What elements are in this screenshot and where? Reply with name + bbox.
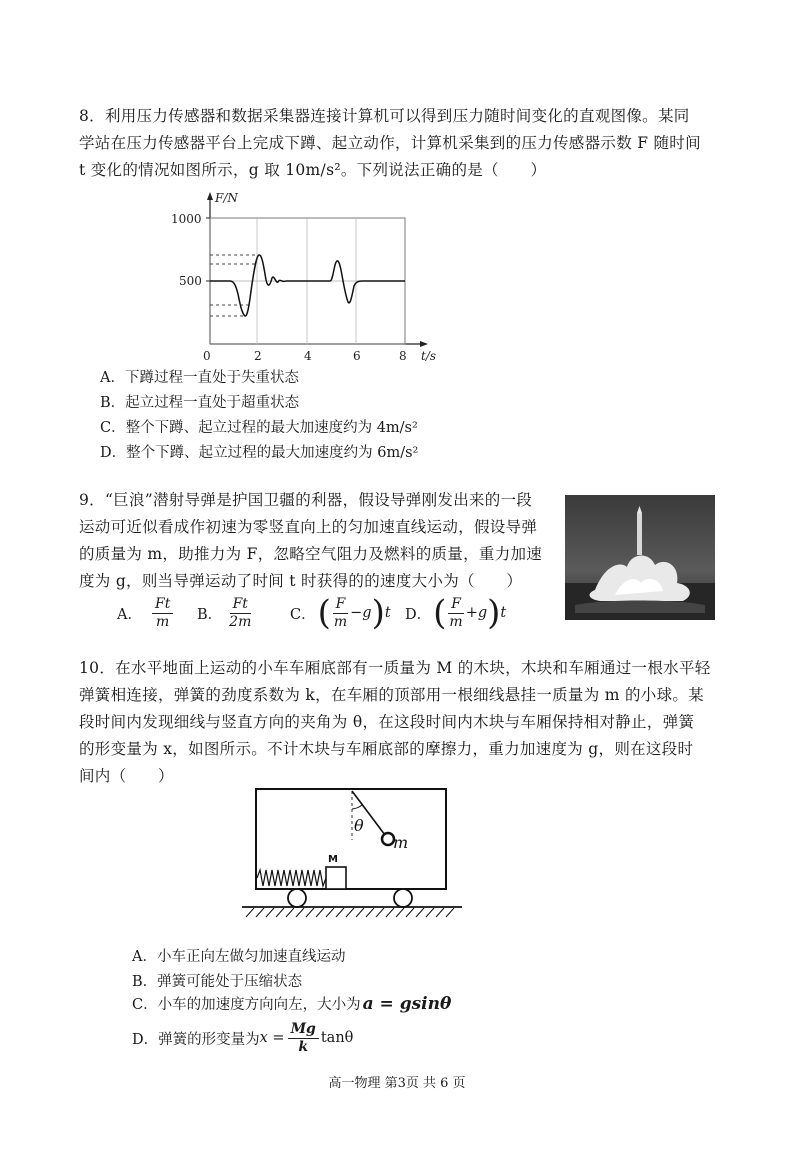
q9-a-numerator: Ft: [152, 596, 173, 614]
q8-text-line3: t 变化的情况如图所示，g 取 10m/s²。下列说法正确的是（ ）: [79, 161, 547, 179]
x-tick-6: 6: [353, 349, 361, 363]
right-wheel: [394, 889, 412, 907]
y-axis-label: F/N: [215, 191, 238, 205]
angle-label: θ: [354, 816, 364, 835]
q10-text-line3: 段时间内发现细线与竖直方向的夹角为 θ，在这段时间内木块与车厢保持相对静止，弹簧: [79, 713, 695, 731]
q9-text-line4: 度为 g，则当导弹运动了时间 t 时获得的的速度大小为（ ）: [79, 572, 523, 590]
ball-label: m: [393, 833, 409, 852]
q9-a-denominator: m: [156, 613, 170, 630]
y-tick-1000: 1000: [171, 212, 202, 226]
left-wheel: [288, 889, 306, 907]
q9-b-denominator: 2m: [229, 613, 252, 630]
q9-b-numerator: Ft: [230, 596, 251, 614]
q10-text-line2: 弹簧相连接，弹簧的劲度系数为 k，在车厢的顶部用一根细线悬挂一质量为 m 的小球。某: [79, 686, 704, 704]
q10-d-denominator: k: [298, 1038, 309, 1055]
q10-option-d: D．弹簧的形变量为 x = $\frac{Mg}{k}$ tanθ: [132, 1020, 354, 1055]
q9-option-c: C． ( $\frac{F}{m}$ −g ) t: [290, 593, 391, 633]
q8-option-b: B．起立过程一直处于超重状态: [100, 395, 300, 411]
q9-option-a: A． $\frac{Ft}{m}$: [117, 593, 173, 633]
x-tick-0: 0: [203, 349, 211, 363]
q9-text-line3: 的质量为 m，助推力为 F，忽略空气阻力及燃料的质量，重力加速: [79, 545, 543, 563]
q9-option-d: D． ( $\frac{F}{m}$ +g ) t: [405, 593, 507, 633]
q10-text-line1: 10．在水平地面上运动的小车车厢底部有一质量为 M 的木块，木块和车厢通过一根水平轻: [79, 659, 711, 677]
q8-option-d: D．整个下蹲、起立过程的最大加速度约为 6m/s²: [100, 445, 419, 461]
block: [326, 867, 346, 889]
q9-option-b: B． $\frac{Ft}{2m}$: [197, 593, 254, 633]
x-tick-4: 4: [304, 349, 312, 363]
q10-option-a: A．小车正向左做匀加速直线运动: [132, 949, 346, 965]
q10-d-numerator: Mg: [288, 1021, 319, 1039]
q10-option-b: B．弹簧可能处于压缩状态: [132, 974, 303, 990]
cart-diagram: [240, 785, 465, 925]
q9-text-line2: 运动可近似看成作初速为零竖直向上的匀加速直线运动，假设导弹: [79, 518, 538, 536]
x-axis-label: t/s: [421, 349, 437, 363]
force-time-graph: [170, 188, 445, 363]
x-tick-8: 8: [399, 349, 407, 363]
force-curve: [210, 255, 405, 316]
q10-option-c: C．小车的加速度方向向左，大小为 a = gsinθ: [132, 993, 452, 1014]
q8-option-c: C．整个下蹲、起立过程的最大加速度约为 4m/s²: [100, 420, 418, 436]
q8-text-line2: 学站在压力传感器平台上完成下蹲、起立动作，计算机采集到的压力传感器示数 F 随时间: [79, 134, 701, 152]
q10-text-line4: 的形变量为 x，如图所示。不计木块与车厢底部的摩擦力，重力加速度为 g，则在这段时: [79, 740, 694, 758]
q8-text-line1: 8．利用压力传感器和数据采集器连接计算机可以得到压力随时间变化的直观图像。某同: [79, 107, 690, 125]
q10-c-formula: a = gsinθ: [362, 993, 452, 1014]
block-label: M: [328, 854, 338, 865]
x-tick-2: 2: [254, 349, 262, 363]
spring: [257, 870, 326, 886]
q8-option-a: A．下蹲过程一直处于失重状态: [100, 370, 299, 386]
q10-text-line5: 间内（ ）: [79, 767, 174, 785]
y-tick-500: 500: [179, 274, 202, 288]
q9-text-line1: 9．“巨浪”潜射导弹是护国卫疆的利器，假设导弹刚发出来的一段: [79, 491, 533, 509]
page-footer: 高一物理 第3页 共 6 页: [328, 1076, 466, 1091]
missile-body: [637, 513, 642, 555]
missile-launch-photo: [565, 495, 715, 620]
